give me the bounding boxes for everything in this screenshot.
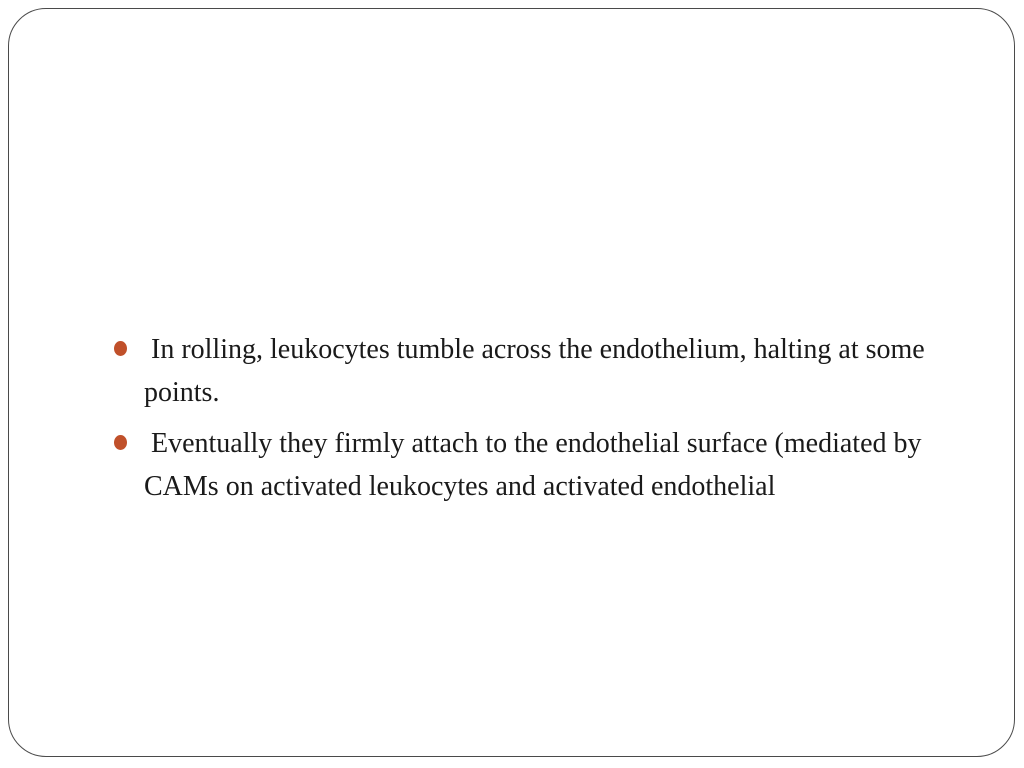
- bullet-dot-icon: [114, 341, 127, 356]
- bullet-item-attach: [108, 422, 988, 508]
- bullet-text: Eventually they firmly attach to the endothelial surface (mediated by CAMs on activated leukocytes and activated endothelial: [144, 428, 929, 502]
- bullet-list: [108, 328, 988, 516]
- bullet-dot-icon: [114, 435, 127, 450]
- bullet-text: In rolling, leukocytes tumble across the endothelium, halting at some points.: [144, 334, 932, 408]
- bullet-item-rolling: [108, 328, 988, 414]
